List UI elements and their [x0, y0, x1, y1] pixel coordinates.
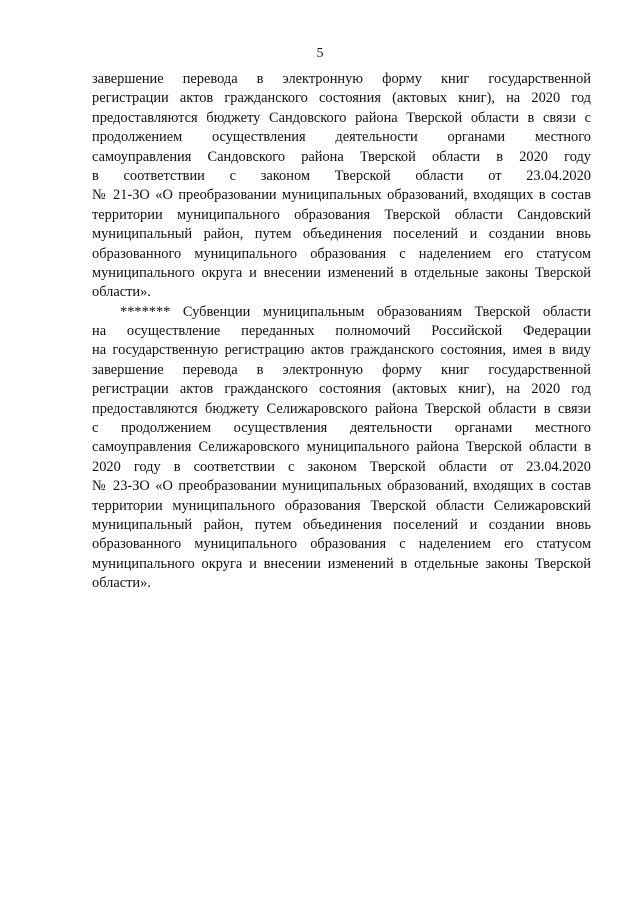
text-line: образованного муниципального образования с наделением его статусом [92, 245, 591, 262]
paragraph-selizharovsky [92, 303, 591, 594]
text-line: территории муниципального образования Тверской области Селижаровский [92, 497, 591, 514]
text-line: на государственную регистрацию актов гражданского состояния, имея в виду [92, 342, 591, 359]
text-line: № 21-ЗО «О преобразовании муниципальных образований, входящих в состав [92, 187, 591, 204]
text-line: области». [92, 284, 151, 301]
text-line: 2020 году в соответствии с законом Тверской области от 23.04.2020 [92, 458, 591, 475]
text-line: предоставляются бюджету Сандовского района Тверской области в связи с [92, 109, 591, 126]
text-line: самоуправления Сандовского района Тверской области в 2020 году [92, 148, 591, 165]
text-line: образованного муниципального образования с наделением его статусом [92, 536, 591, 553]
text-line: муниципальный район, путем объединения поселений и создании вновь [92, 516, 591, 533]
text-line: в соответствии с законом Тверской области от 23.04.2020 [92, 167, 591, 184]
text-line: муниципального округа и внесении изменений в отдельные законы Тверской [92, 264, 591, 281]
document-body [92, 70, 591, 594]
text-line: № 23-ЗО «О преобразовании муниципальных образований, входящих в состав [92, 478, 591, 495]
text-line: завершение перевода в электронную форму книг государственной [92, 361, 591, 378]
text-line: самоуправления Селижаровского муниципального района Тверской области в [92, 439, 591, 456]
paragraph-sandovsky [92, 70, 591, 303]
text-line: продолжением осуществления деятельности органами местного [92, 129, 591, 146]
text-line: муниципального округа и внесении изменений в отдельные законы Тверской [92, 555, 591, 572]
text-line: регистрации актов гражданского состояния (актовых книг), на 2020 год [92, 90, 591, 107]
page-number: 5 [316, 46, 324, 61]
text-line: области». [92, 575, 151, 592]
text-line: предоставляются бюджету Селижаровского района Тверской области в связи [92, 400, 591, 417]
text-line: территории муниципального образования Тверской области Сандовский [92, 206, 591, 223]
text-line: на осуществление переданных полномочий Российской Федерации [92, 323, 591, 340]
text-line: муниципальный район, путем объединения поселений и создании вновь [92, 226, 591, 243]
text-line: регистрации актов гражданского состояния (актовых книг), на 2020 год [92, 381, 591, 398]
text-line: ******* Субвенции муниципальным образованиям Тверской области [120, 303, 591, 320]
text-line: с продолжением осуществления деятельности органами местного [92, 420, 591, 437]
text-line: завершение перевода в электронную форму книг государственной [92, 71, 591, 87]
